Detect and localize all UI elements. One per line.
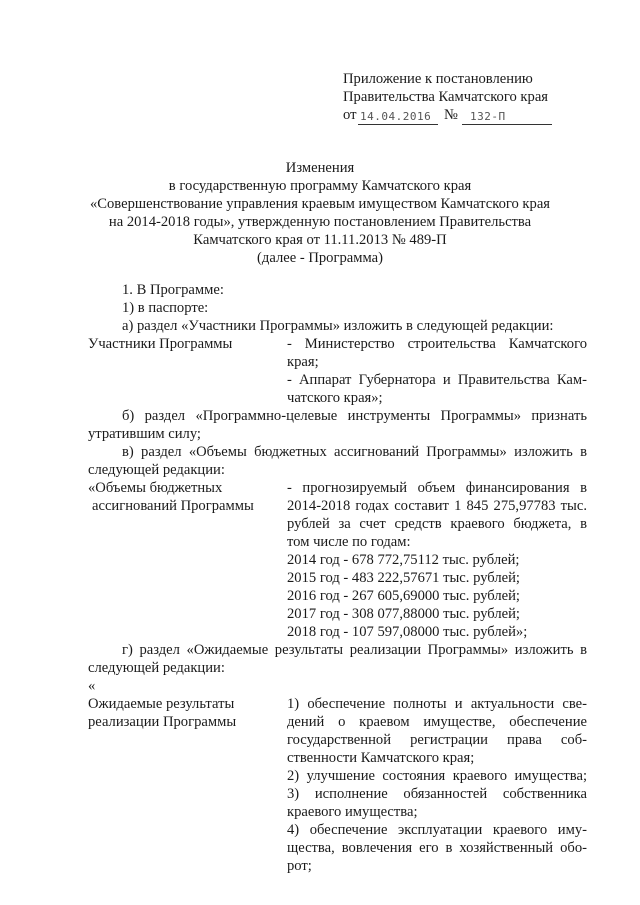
budget-text-line4: том числе по годам: (287, 534, 411, 550)
appendix-line-2: Правительства Камчатского края (343, 89, 549, 105)
opening-quote: « (88, 678, 96, 694)
number-underline (462, 124, 552, 125)
results-line-3: государственной регистрации права соб- (287, 732, 587, 748)
results-line-9: щества, вовлечения его в хозяйственный обо- (287, 840, 587, 856)
results-line-8: 4) обеспечение эксплуатации краевого иму- (287, 822, 587, 838)
budget-label-line2: ассигнований Программы (92, 498, 254, 514)
participants-item1-line1: - Министерство строительства Камчатского (287, 336, 587, 352)
participants-item2-line2: чатского края»; (287, 390, 383, 406)
results-line-4: ственности Камчатского края; (287, 750, 475, 766)
title-line-5: Камчатского края от 11.11.2013 № 489-П (193, 232, 447, 248)
results-label-line2: реализации Программы (88, 714, 237, 730)
participants-item1-line2: края; (287, 354, 319, 370)
results-label-line1: Ожидаемые результаты (88, 696, 235, 712)
appendix-number-label: № (444, 107, 458, 123)
item-a: а) раздел «Участники Программы» изложить в следующей редакции: (122, 318, 554, 334)
appendix-line-1: Приложение к постановлению (343, 71, 533, 87)
item-b-line1: б) раздел «Программно-целевые инструменты Программы» признать (122, 408, 587, 424)
results-line-10: рот; (287, 858, 312, 874)
item-b-line2: утратившим силу; (88, 426, 201, 442)
item-v-line1: в) раздел «Объемы бюджетных ассигнований Программы» изложить в (122, 444, 587, 460)
budget-year-2015: 2015 год - 483 222,57671 тыс. рублей; (287, 570, 520, 586)
appendix-number: 132-П (470, 110, 506, 123)
budget-text-line3: рублей за счет средств краевого бюджета, в (287, 516, 587, 532)
results-line-7: краевого имущества; (287, 804, 418, 820)
results-line-1: 1) обеспечение полноты и актуальности све- (287, 696, 587, 712)
title-line-4: на 2014-2018 годы», утвержденную постановлением Правительства (108, 214, 532, 230)
appendix-from-label: от (343, 107, 357, 123)
date-underline (358, 124, 438, 125)
participants-label: Участники Программы (88, 336, 233, 352)
title-line-3: «Совершенствование управления краевым имуществом Камчатского края (89, 196, 551, 212)
appendix-date: 14.04.2016 (360, 110, 432, 123)
item-v-line2: следующей редакции: (88, 462, 225, 478)
item-g-line1: г) раздел «Ожидаемые результаты реализации Программы» изложить в (122, 642, 587, 658)
item-1-1: 1) в паспорте: (122, 300, 209, 316)
budget-year-2018: 2018 год - 107 597,08000 тыс. рублей»; (287, 624, 528, 640)
budget-year-2016: 2016 год - 267 605,69000 тыс. рублей; (287, 588, 520, 604)
title-line-1: Изменения (285, 160, 355, 176)
item-g-line2: следующей редакции: (88, 660, 225, 676)
results-line-2: дений о краевом имуществе, обеспечение (287, 714, 587, 730)
budget-text-line2: 2014-2018 годах составит 1 845 275,97783 тыс. (287, 498, 587, 514)
budget-year-2014: 2014 год - 678 772,75112 тыс. рублей; (287, 552, 520, 568)
participants-item2-line1: - Аппарат Губернатора и Правительства Кам- (287, 372, 587, 388)
budget-label-line1: «Объемы бюджетных (88, 480, 223, 496)
title-line-2: в государственную программу Камчатского края (168, 178, 472, 194)
budget-year-2017: 2017 год - 308 077,88000 тыс. рублей; (287, 606, 520, 622)
results-line-6: 3) исполнение обязанностей собственника (287, 786, 587, 802)
title-line-6: (далее - Программа) (257, 250, 383, 266)
budget-text-line1: - прогнозируемый объем финансирования в (287, 480, 587, 496)
item-1: 1. В Программе: (122, 282, 224, 298)
results-line-5: 2) улучшение состояния краевого имущества; (287, 768, 587, 784)
